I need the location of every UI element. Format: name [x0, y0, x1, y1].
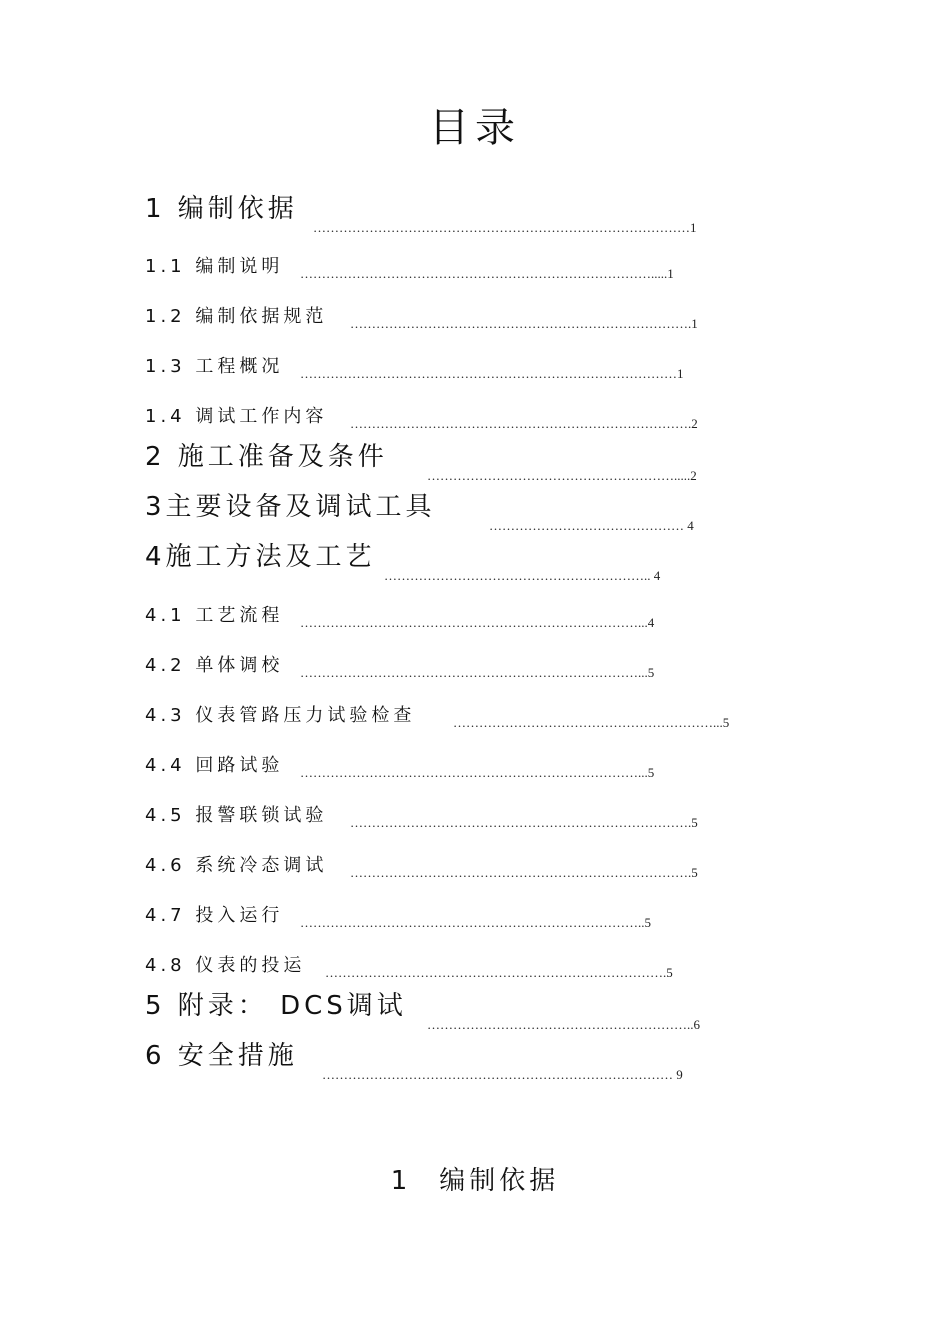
toc-entry-label: 2 施工准备及条件 — [145, 442, 388, 472]
toc-entry-label: 3主要设备及调试工具 — [145, 492, 436, 522]
toc-entry-label: 5 附录： DCS调试 — [145, 991, 407, 1021]
toc-entry-dots: ……………………………………………………………………………1 — [300, 366, 684, 381]
toc-entry-dots: ……………………………………… 4 — [489, 518, 694, 533]
toc-entry-label: 4.1 工艺流程 — [145, 605, 284, 626]
toc-entry-label: 4.7 投入运行 — [145, 905, 284, 926]
toc-entry-label: 1.4 调试工作内容 — [145, 406, 328, 427]
toc-entry-label: 1.1 编制说明 — [145, 256, 284, 277]
page-title: 目录 — [429, 105, 521, 151]
toc-entry-label: 1 编制依据 — [145, 194, 298, 224]
toc-entry-dots: …………………………………………………………………….2 — [350, 416, 698, 431]
section-title: 编制依据 — [439, 1166, 560, 1196]
toc-entry-dots: ……………………………………………………………………… 9 — [322, 1067, 683, 1082]
toc-entry-label: 6 安全措施 — [145, 1041, 298, 1071]
toc-entry-dots: ……………………………………………………...5 — [453, 715, 730, 730]
section-heading — [0, 1160, 950, 1197]
toc-entry-label: 4.4 回路试验 — [145, 755, 284, 776]
toc-entry-dots: …………………………………………………………………….5 — [350, 865, 698, 880]
toc-entry-label: 4.5 报警联锁试验 — [145, 805, 328, 826]
toc-entry-dots: ……………………………………………………………………..5 — [300, 915, 651, 930]
toc-entry-dots: ……………………………………………………………………...5 — [300, 765, 655, 780]
toc-entry-dots: ……………………………………………………………………….....1 — [300, 266, 674, 281]
toc-entry-dots: ……………………………………………………………………………1 — [313, 220, 697, 235]
toc-entry-dots: …………………………………………………….. 4 — [384, 568, 661, 583]
toc-entry-label: 4.2 单体调校 — [145, 655, 284, 676]
toc-entry-dots: ……………………………………………………………………...5 — [300, 665, 655, 680]
toc-entry-dots: ………………………………………………….....2 — [427, 468, 697, 483]
toc-entry-label: 4.6 系统冷态调试 — [145, 855, 328, 876]
toc-entry-dots: …………………………………………………………………….1 — [350, 316, 698, 331]
toc-entry-label: 1.2 编制依据规范 — [145, 306, 328, 327]
toc-entry-dots: ……………………………………………………………………...4 — [300, 615, 655, 630]
toc-entry-dots: …………………………………………………………………….5 — [350, 815, 698, 830]
toc-entry-dots: ……………………………………………………..6 — [427, 1017, 700, 1032]
section-number: 1 — [390, 1166, 412, 1196]
toc-entry-dots: …………………………………………………………………….5 — [325, 965, 673, 980]
toc-entry-label: 4.3 仪表管路压力试验检查 — [145, 705, 416, 726]
toc-entry-label: 4施工方法及工艺 — [145, 542, 376, 572]
toc-entry-label: 4.8 仪表的投运 — [145, 955, 306, 976]
toc-entry-label: 1.3 工程概况 — [145, 356, 284, 377]
